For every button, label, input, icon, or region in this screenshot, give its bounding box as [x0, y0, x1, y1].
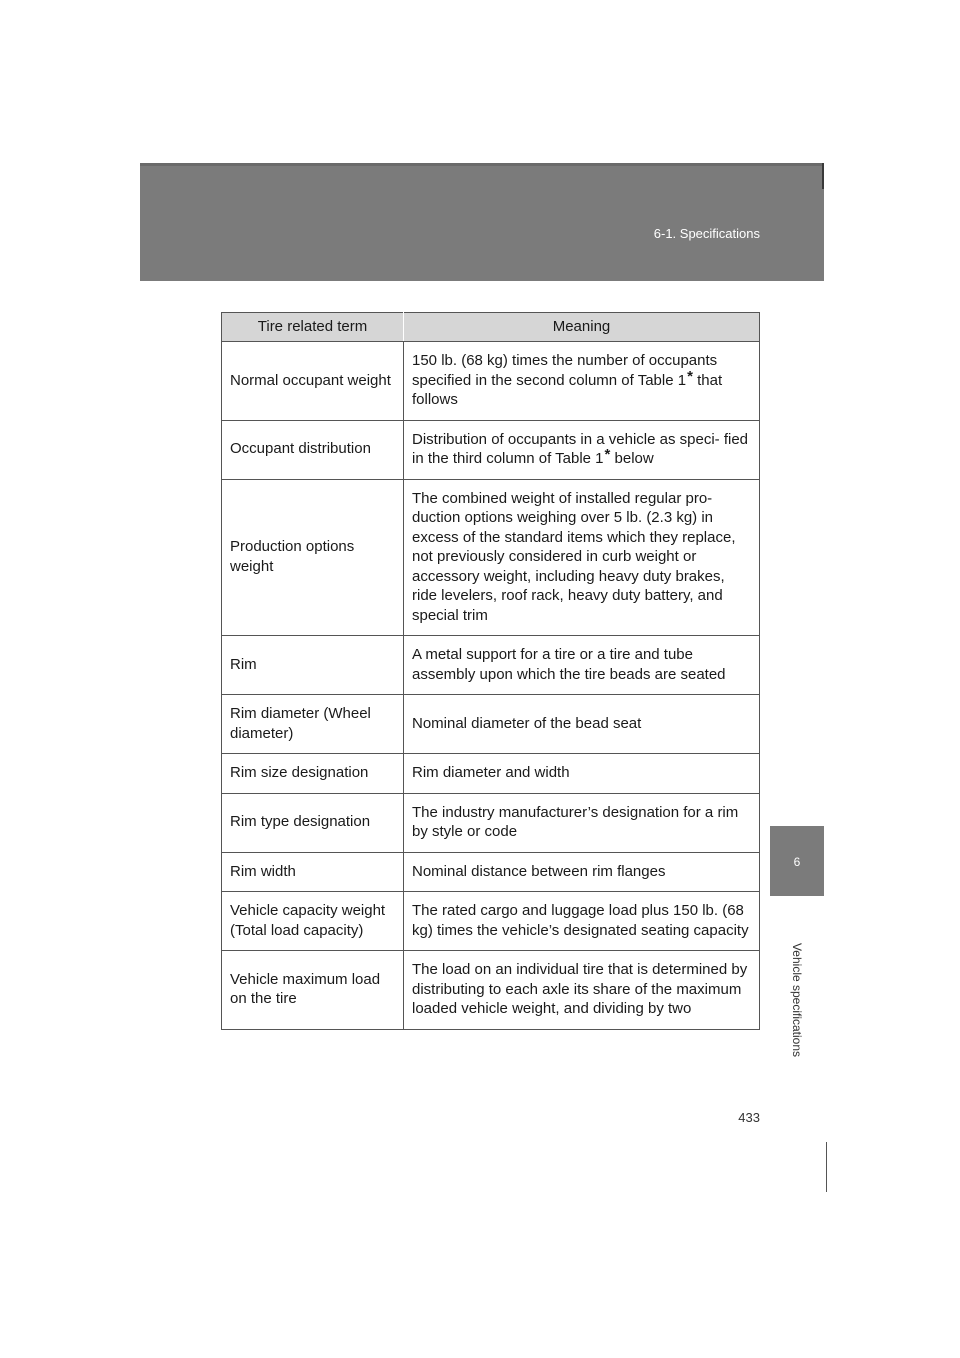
- page-number: 433: [738, 1110, 760, 1125]
- table-header-row: [222, 313, 760, 342]
- meaning-text: Nominal diameter of the bead seat: [412, 714, 642, 732]
- meaning-cell: [404, 420, 760, 479]
- footnote-star-icon: *: [687, 367, 693, 385]
- term-cell: [222, 636, 404, 695]
- chapter-number: 6: [793, 855, 801, 869]
- table-row: [222, 342, 760, 421]
- column-header-term: Tire related term: [222, 313, 404, 342]
- meaning-text: Nominal distance between rim flanges: [412, 862, 666, 880]
- meaning-cell: [404, 695, 760, 754]
- term-cell: [222, 852, 404, 892]
- term-text: Rim width: [230, 862, 296, 880]
- table-row: [222, 636, 760, 695]
- meaning-text: The rated cargo and luggage load plus 150 lb. (68 kg) times the vehicle’s designated seating capacity: [412, 902, 749, 939]
- section-title: 6-1. Specifications: [653, 226, 760, 241]
- meaning-cell: [404, 793, 760, 852]
- term-cell: [222, 695, 404, 754]
- term-cell: [222, 892, 404, 951]
- term-cell: [222, 793, 404, 852]
- term-text: Rim size designation: [230, 764, 369, 781]
- header-divider: [140, 163, 824, 166]
- meaning-suffix: that follows: [412, 371, 723, 408]
- term-text: Production options weight: [230, 538, 355, 575]
- table-row: [222, 793, 760, 852]
- term-text: Rim diameter (Wheel diameter): [230, 705, 371, 742]
- chapter-label-container: [770, 942, 824, 1058]
- meaning-cell: [404, 479, 760, 636]
- tire-terms-table: [221, 312, 760, 1030]
- meaning-suffix: below: [610, 450, 654, 467]
- meaning-cell: [404, 754, 760, 794]
- meaning-text: The load on an individual tire that is determined by distributing to each axle its share of the maximum loaded vehicle weight, and dividing by two: [412, 961, 748, 1017]
- meaning-text: Distribution of occupants in a vehicle as speci- fied in the third column of Table 1: [412, 430, 749, 467]
- term-text: Normal occupant weight: [230, 371, 391, 389]
- term-cell: [222, 951, 404, 1030]
- meaning-cell: [404, 852, 760, 892]
- meaning-cell: [404, 951, 760, 1030]
- crop-mark-bottom: [826, 1142, 827, 1192]
- term-cell: [222, 342, 404, 421]
- meaning-text: 150 lb. (68 kg) times the number of occupants specified in the second column of Table 1: [412, 352, 718, 389]
- term-text: Rim type designation: [230, 813, 371, 831]
- term-cell: [222, 420, 404, 479]
- column-header-meaning: Meaning: [404, 313, 760, 342]
- table-row: [222, 420, 760, 479]
- meaning-text: The industry manufacturer’s designation for a rim by style or code: [412, 803, 739, 840]
- table-row: [222, 892, 760, 951]
- table-row: [222, 695, 760, 754]
- term-cell: [222, 754, 404, 794]
- meaning-cell: [404, 892, 760, 951]
- table-row: [222, 852, 760, 892]
- term-text: Vehicle capacity weight (Total load capacity): [230, 902, 386, 939]
- meaning-text: The combined weight of installed regular pro- duction options weighing over 5 lb. (2.3 kg) in excess of the standard items which they replace, not previously considered in curb weight or accessory weight, including heavy duty brakes, ride levelers, roof rack, heavy duty battery, and special trim: [412, 489, 736, 624]
- meaning-cell: [404, 636, 760, 695]
- term-text: Occupant distribution: [230, 440, 371, 458]
- meaning-cell: [404, 342, 760, 421]
- crop-mark-top: [822, 163, 824, 189]
- table-row: [222, 951, 760, 1030]
- meaning-text: Rim diameter and width: [412, 764, 570, 781]
- header-band: [140, 163, 824, 281]
- chapter-label: Vehicle specifications: [790, 942, 804, 1058]
- term-cell: [222, 479, 404, 636]
- term-text: Vehicle maximum load on the tire: [230, 970, 381, 1008]
- term-text: Rim: [230, 655, 257, 673]
- footnote-star-icon: *: [604, 446, 611, 463]
- meaning-text: A metal support for a tire or a tire and tube assembly upon which the tire beads are seated: [412, 646, 726, 683]
- table-row: [222, 479, 760, 636]
- table-row: [222, 754, 760, 794]
